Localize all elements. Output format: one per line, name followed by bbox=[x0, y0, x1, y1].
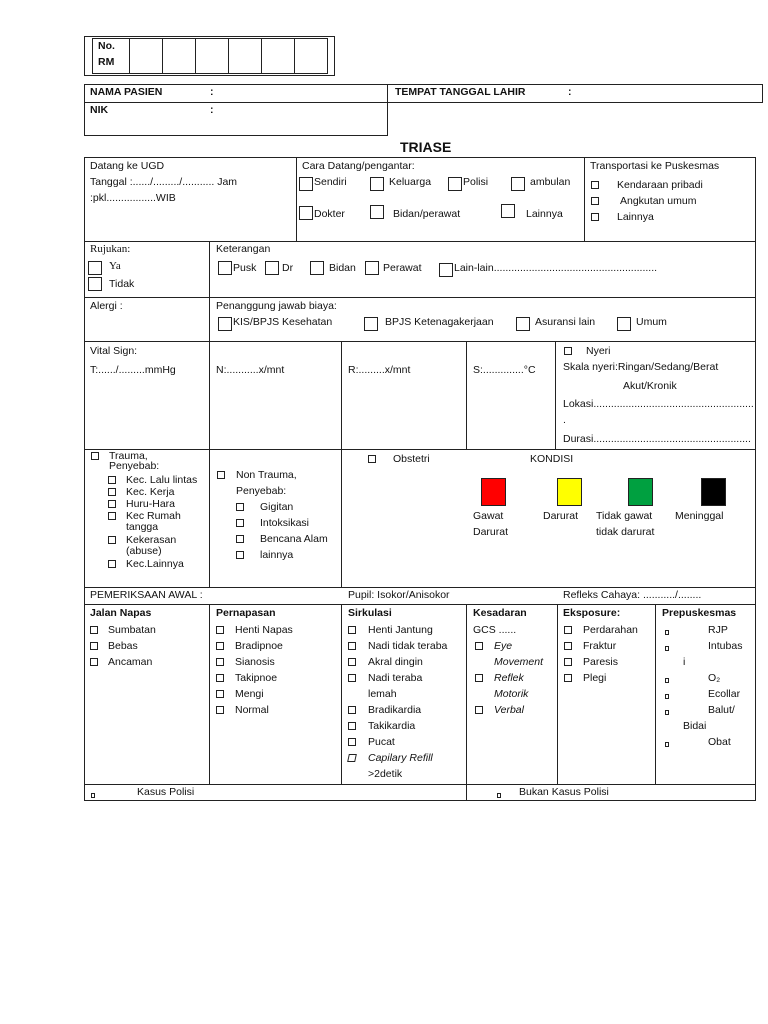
kondisi-label: Gawat bbox=[473, 510, 504, 522]
bidan-checkbox[interactable] bbox=[310, 261, 324, 275]
kesadaran-checkbox[interactable] bbox=[475, 706, 483, 714]
pernapasan-checkbox[interactable] bbox=[216, 706, 224, 714]
prepuskesmas-item: Intubas bbox=[708, 640, 743, 652]
jalan-napas-heading: Jalan Napas bbox=[90, 607, 152, 619]
kesadaran-heading: Kesadaran bbox=[473, 607, 527, 619]
bidan-perawat-label: Bidan/perawat bbox=[393, 208, 461, 220]
sirkulasi-checkbox[interactable] bbox=[347, 754, 357, 762]
vital-respirasi[interactable]: R:.........x/mnt bbox=[348, 364, 411, 376]
divider bbox=[555, 341, 556, 449]
prepuskesmas-item: Bidai bbox=[683, 720, 707, 732]
prepuskesmas-checkbox[interactable] bbox=[665, 630, 669, 635]
divider bbox=[466, 604, 467, 801]
rm-cell[interactable] bbox=[261, 38, 262, 74]
ttl-label: TEMPAT TANGGAL LAHIR bbox=[395, 86, 526, 98]
kondisi-darurat-swatch[interactable] bbox=[557, 478, 582, 506]
divider bbox=[341, 341, 342, 449]
sirkulasi-checkbox[interactable] bbox=[348, 626, 356, 634]
prepuskesmas-checkbox[interactable] bbox=[665, 694, 669, 699]
pernapasan-checkbox[interactable] bbox=[216, 658, 224, 666]
divider bbox=[557, 604, 558, 784]
lainnya-checkbox[interactable] bbox=[501, 204, 515, 218]
divider bbox=[84, 449, 756, 450]
trauma-item-checkbox[interactable] bbox=[108, 536, 116, 544]
pernapasan-item: Takipnoe bbox=[235, 672, 278, 684]
transport-checkbox[interactable] bbox=[591, 181, 599, 189]
trauma-item-checkbox[interactable] bbox=[108, 560, 116, 568]
rm-cell[interactable] bbox=[294, 38, 295, 74]
bidan-label: Bidan bbox=[329, 262, 356, 274]
obstetri-checkbox[interactable] bbox=[368, 455, 376, 463]
sirkulasi-item: Henti Jantung bbox=[368, 624, 433, 636]
pemeriksaan-label: PEMERIKSAAN AWAL : bbox=[90, 589, 203, 601]
alergi-label: Alergi : bbox=[90, 300, 123, 312]
kondisi-tidak-gawat-swatch[interactable] bbox=[628, 478, 653, 506]
colon: : bbox=[210, 86, 214, 98]
keterangan-heading: Keterangan bbox=[216, 243, 271, 255]
non-trauma-item-checkbox[interactable] bbox=[236, 519, 244, 527]
divider bbox=[84, 341, 756, 342]
pusk-label: Pusk bbox=[233, 262, 257, 274]
nyeri-akut: Akut/Kronik bbox=[623, 380, 677, 392]
sirkulasi-item: lemah bbox=[368, 688, 397, 700]
sirkulasi-checkbox[interactable] bbox=[348, 658, 356, 666]
bidan-perawat-checkbox[interactable] bbox=[370, 205, 384, 219]
rm-cell[interactable] bbox=[195, 38, 196, 74]
trauma-item-checkbox[interactable] bbox=[108, 512, 116, 520]
non-trauma-item-checkbox[interactable] bbox=[236, 503, 244, 511]
divider bbox=[341, 604, 342, 784]
cara-heading: Cara Datang/pengantar: bbox=[302, 160, 415, 172]
jalan-napas-checkbox[interactable] bbox=[90, 658, 98, 666]
umum-checkbox[interactable] bbox=[617, 317, 631, 331]
prepuskesmas-checkbox[interactable] bbox=[665, 646, 669, 651]
prepuskesmas-checkbox[interactable] bbox=[665, 742, 669, 747]
trauma-item: Kekerasan bbox=[126, 534, 177, 546]
eksposure-checkbox[interactable] bbox=[564, 674, 572, 682]
divider bbox=[84, 241, 756, 242]
datang-heading: Datang ke UGD bbox=[90, 160, 165, 172]
sendiri-label: Sendiri bbox=[314, 176, 347, 188]
rm-cell[interactable] bbox=[129, 38, 130, 74]
eksposure-item: Perdarahan bbox=[583, 624, 638, 636]
divider bbox=[466, 341, 467, 449]
bukan-kasus-polisi-checkbox[interactable] bbox=[497, 793, 501, 798]
lainnya-label: Lainnya bbox=[526, 208, 563, 220]
colon: : bbox=[568, 86, 572, 98]
sirkulasi-item: Capilary Refill bbox=[368, 752, 433, 764]
kis-label: KIS/BPJS Kesehatan bbox=[233, 316, 333, 328]
jalan-napas-item: Sumbatan bbox=[108, 624, 156, 636]
pernapasan-checkbox[interactable] bbox=[216, 690, 224, 698]
trauma-item-checkbox[interactable] bbox=[108, 500, 116, 508]
sirkulasi-checkbox[interactable] bbox=[348, 722, 356, 730]
nyeri-skala: Skala nyeri:Ringan/Sedang/Berat bbox=[563, 361, 719, 373]
vital-nadi[interactable]: N:...........x/mnt bbox=[216, 364, 285, 376]
kesadaran-checkbox[interactable] bbox=[475, 642, 483, 650]
prepuskesmas-item: Ecollar bbox=[708, 688, 741, 700]
divider bbox=[209, 241, 210, 341]
divider bbox=[655, 604, 656, 784]
non-trauma-item-checkbox[interactable] bbox=[236, 535, 244, 543]
sendiri-checkbox[interactable] bbox=[299, 177, 313, 191]
obstetri-label: Obstetri bbox=[393, 453, 430, 465]
divider bbox=[84, 297, 756, 298]
trauma-item: Huru-Hara bbox=[126, 498, 176, 510]
divider bbox=[209, 341, 210, 587]
perawat-checkbox[interactable] bbox=[365, 261, 379, 275]
pupil-label: Pupil: Isokor/Anisokor bbox=[348, 589, 450, 601]
keluarga-label: Keluarga bbox=[389, 176, 432, 188]
dr-checkbox[interactable] bbox=[265, 261, 279, 275]
kondisi-gawat-swatch[interactable] bbox=[481, 478, 506, 506]
kondisi-label: Meninggal bbox=[675, 510, 724, 522]
transport-item: Angkutan umum bbox=[620, 195, 697, 207]
pernapasan-checkbox[interactable] bbox=[216, 642, 224, 650]
nyeri-durasi[interactable]: Durasi...................................................... bbox=[563, 433, 751, 445]
rm-grid bbox=[92, 38, 328, 74]
nyeri-checkbox[interactable] bbox=[564, 347, 572, 355]
sirkulasi-item: Pucat bbox=[368, 736, 395, 748]
bpjs-label: BPJS Ketenagakerjaan bbox=[385, 316, 494, 328]
sirkulasi-item: Bradikardia bbox=[368, 704, 422, 716]
prepuskesmas-checkbox[interactable] bbox=[665, 678, 669, 683]
keluarga-checkbox[interactable] bbox=[370, 177, 384, 191]
divider bbox=[84, 784, 756, 785]
trauma-item-checkbox[interactable] bbox=[108, 488, 116, 496]
sirkulasi-checkbox[interactable] bbox=[348, 738, 356, 746]
prepuskesmas-heading: Prepuskesmas bbox=[662, 607, 737, 619]
sirkulasi-item: Akral dingin bbox=[368, 656, 423, 668]
prepuskesmas-item: i bbox=[683, 656, 686, 668]
pernapasan-item: Sianosis bbox=[235, 656, 275, 668]
jalan-napas-item: Bebas bbox=[108, 640, 138, 652]
sirkulasi-item: >2detik bbox=[368, 768, 403, 780]
refleks-label[interactable]: Refleks Cahaya: .........../........ bbox=[563, 589, 702, 601]
kondisi-heading: KONDISI bbox=[530, 453, 574, 465]
kondisi-meninggal-swatch[interactable] bbox=[701, 478, 726, 506]
asuransi-checkbox[interactable] bbox=[516, 317, 530, 331]
sirkulasi-heading: Sirkulasi bbox=[348, 607, 392, 619]
prepuskesmas-item: RJP bbox=[708, 624, 728, 636]
eksposure-item: Paresis bbox=[583, 656, 619, 668]
kesadaran-item: Motorik bbox=[494, 688, 529, 700]
kesadaran-item: Reflek bbox=[494, 672, 524, 684]
dokter-checkbox[interactable] bbox=[299, 206, 313, 220]
pernapasan-item: Henti Napas bbox=[235, 624, 293, 636]
prepuskesmas-item: Balut/ bbox=[708, 704, 735, 716]
rujukan-tidak-checkbox[interactable] bbox=[88, 277, 102, 291]
nik-label: NIK bbox=[90, 104, 109, 116]
sirkulasi-checkbox[interactable] bbox=[348, 642, 356, 650]
vital-suhu[interactable]: S:..............°C bbox=[473, 364, 536, 376]
colon: : bbox=[210, 104, 214, 116]
pernapasan-heading: Pernapasan bbox=[216, 607, 276, 619]
non-trauma-item: lainnya bbox=[260, 549, 294, 561]
kesadaran-item: Eye bbox=[494, 640, 513, 652]
divider bbox=[341, 449, 342, 587]
eksposure-checkbox[interactable] bbox=[564, 626, 572, 634]
datang-pkl[interactable]: :pkl.................WIB bbox=[90, 192, 176, 204]
vital-tekanan[interactable]: T:....../.........mmHg bbox=[90, 364, 176, 376]
umum-label: Umum bbox=[636, 316, 667, 328]
sirkulasi-item: Nadi teraba bbox=[368, 672, 423, 684]
non-trauma-item: Gigitan bbox=[260, 501, 294, 513]
sirkulasi-item: Nadi tidak teraba bbox=[368, 640, 448, 652]
sirkulasi-item: Takikardia bbox=[368, 720, 416, 732]
transport-heading: Transportasi ke Puskesmas bbox=[590, 160, 720, 172]
bukan-kasus-polisi-label: Bukan Kasus Polisi bbox=[519, 786, 609, 798]
pernapasan-checkbox[interactable] bbox=[216, 674, 224, 682]
polisi-checkbox[interactable] bbox=[448, 177, 462, 191]
transport-item: Kendaraan pribadi bbox=[617, 179, 703, 191]
non-trauma-item-checkbox[interactable] bbox=[236, 551, 244, 559]
transport-checkbox[interactable] bbox=[591, 197, 599, 205]
trauma-item: Kec Rumah bbox=[126, 510, 181, 522]
jalan-napas-checkbox[interactable] bbox=[90, 626, 98, 634]
trauma-item: (abuse) bbox=[126, 545, 162, 557]
patient-nik-row bbox=[84, 102, 388, 136]
pusk-checkbox[interactable] bbox=[218, 261, 232, 275]
dokter-label: Dokter bbox=[314, 208, 345, 220]
trauma-checkbox[interactable] bbox=[91, 452, 99, 460]
pernapasan-checkbox[interactable] bbox=[216, 626, 224, 634]
gcs-label[interactable]: GCS ...... bbox=[473, 624, 517, 636]
trauma-item: Kec. Lalu lintas bbox=[126, 474, 198, 486]
kondisi-label: tidak darurat bbox=[596, 526, 655, 538]
rujukan-heading: Rujukan: bbox=[90, 243, 131, 255]
trauma-item: Kec.Lainnya bbox=[126, 558, 184, 570]
nyeri-label: Nyeri bbox=[586, 345, 611, 357]
bpjs-checkbox[interactable] bbox=[364, 317, 378, 331]
kesadaran-item: Movement bbox=[494, 656, 544, 668]
non-trauma-checkbox[interactable] bbox=[217, 471, 225, 479]
kondisi-label: Darurat bbox=[543, 510, 579, 522]
sirkulasi-checkbox[interactable] bbox=[348, 706, 356, 714]
dr-label: Dr bbox=[282, 262, 294, 274]
kondisi-label: Tidak gawat bbox=[596, 510, 653, 522]
perawat-label: Perawat bbox=[383, 262, 422, 274]
prepuskesmas-item: O₂ bbox=[708, 672, 721, 684]
kasus-polisi-checkbox[interactable] bbox=[91, 793, 95, 798]
biaya-heading: Penanggung jawab biaya: bbox=[216, 300, 337, 312]
eksposure-heading: Eksposure: bbox=[563, 607, 621, 619]
prepuskesmas-checkbox[interactable] bbox=[665, 710, 669, 715]
kesadaran-checkbox[interactable] bbox=[475, 674, 483, 682]
divider bbox=[84, 587, 756, 588]
rm-cell[interactable] bbox=[228, 38, 229, 74]
non-trauma-item: Intoksikasi bbox=[260, 517, 310, 529]
rm-label: No. bbox=[98, 40, 115, 52]
non-trauma-item: Bencana Alam bbox=[260, 533, 328, 545]
divider bbox=[584, 157, 585, 241]
ambulan-label: ambulan bbox=[530, 176, 571, 188]
ambulan-checkbox[interactable] bbox=[511, 177, 525, 191]
nyeri-lokasi[interactable]: Lokasi....................................................... bbox=[563, 398, 754, 410]
trauma-label: Trauma, bbox=[109, 450, 148, 462]
trauma-item: tangga bbox=[126, 521, 159, 533]
pernapasan-item: Normal bbox=[235, 704, 269, 716]
nama-pasien-label: NAMA PASIEN bbox=[90, 86, 163, 98]
rujukan-ya-label: Ya bbox=[109, 260, 121, 272]
vital-heading: Vital Sign: bbox=[90, 345, 138, 357]
trauma-penyebab: Penyebab: bbox=[109, 460, 160, 472]
asuransi-label: Asuransi lain bbox=[535, 316, 596, 328]
nyeri-dot: . bbox=[563, 414, 566, 426]
polisi-label: Polisi bbox=[463, 176, 489, 188]
kis-checkbox[interactable] bbox=[218, 317, 232, 331]
trauma-item: Kec. Kerja bbox=[126, 486, 175, 498]
jalan-napas-checkbox[interactable] bbox=[90, 642, 98, 650]
lain-lain-label[interactable]: Lain-lain........................................................ bbox=[454, 262, 658, 274]
trauma-item-checkbox[interactable] bbox=[108, 476, 116, 484]
rujukan-ya-checkbox[interactable] bbox=[88, 261, 102, 275]
divider bbox=[209, 604, 210, 784]
page-title: TRIASE bbox=[400, 139, 452, 155]
eksposure-item: Fraktur bbox=[583, 640, 617, 652]
eksposure-checkbox[interactable] bbox=[564, 642, 572, 650]
rm-cell[interactable] bbox=[162, 38, 163, 74]
eksposure-checkbox[interactable] bbox=[564, 658, 572, 666]
rujukan-tidak-label: Tidak bbox=[109, 278, 135, 290]
sirkulasi-checkbox[interactable] bbox=[348, 674, 356, 682]
jalan-napas-item: Ancaman bbox=[108, 656, 153, 668]
kondisi-label: Darurat bbox=[473, 526, 509, 538]
transport-checkbox[interactable] bbox=[591, 213, 599, 221]
lain-lain-checkbox[interactable] bbox=[439, 263, 453, 277]
kasus-polisi-label: Kasus Polisi bbox=[137, 786, 195, 798]
eksposure-item: Plegi bbox=[583, 672, 607, 684]
datang-tanggal[interactable]: Tanggal :....../........./........... Jam bbox=[90, 176, 238, 188]
divider bbox=[296, 157, 297, 241]
non-trauma-penyebab: Penyebab: bbox=[236, 485, 287, 497]
pernapasan-item: Mengi bbox=[235, 688, 264, 700]
rm-label-2: RM bbox=[98, 56, 115, 68]
transport-item: Lainnya bbox=[617, 211, 654, 223]
pernapasan-item: Bradipnoe bbox=[235, 640, 283, 652]
prepuskesmas-item: Obat bbox=[708, 736, 731, 748]
non-trauma-label: Non Trauma, bbox=[236, 469, 297, 481]
kesadaran-item: Verbal bbox=[494, 704, 524, 716]
